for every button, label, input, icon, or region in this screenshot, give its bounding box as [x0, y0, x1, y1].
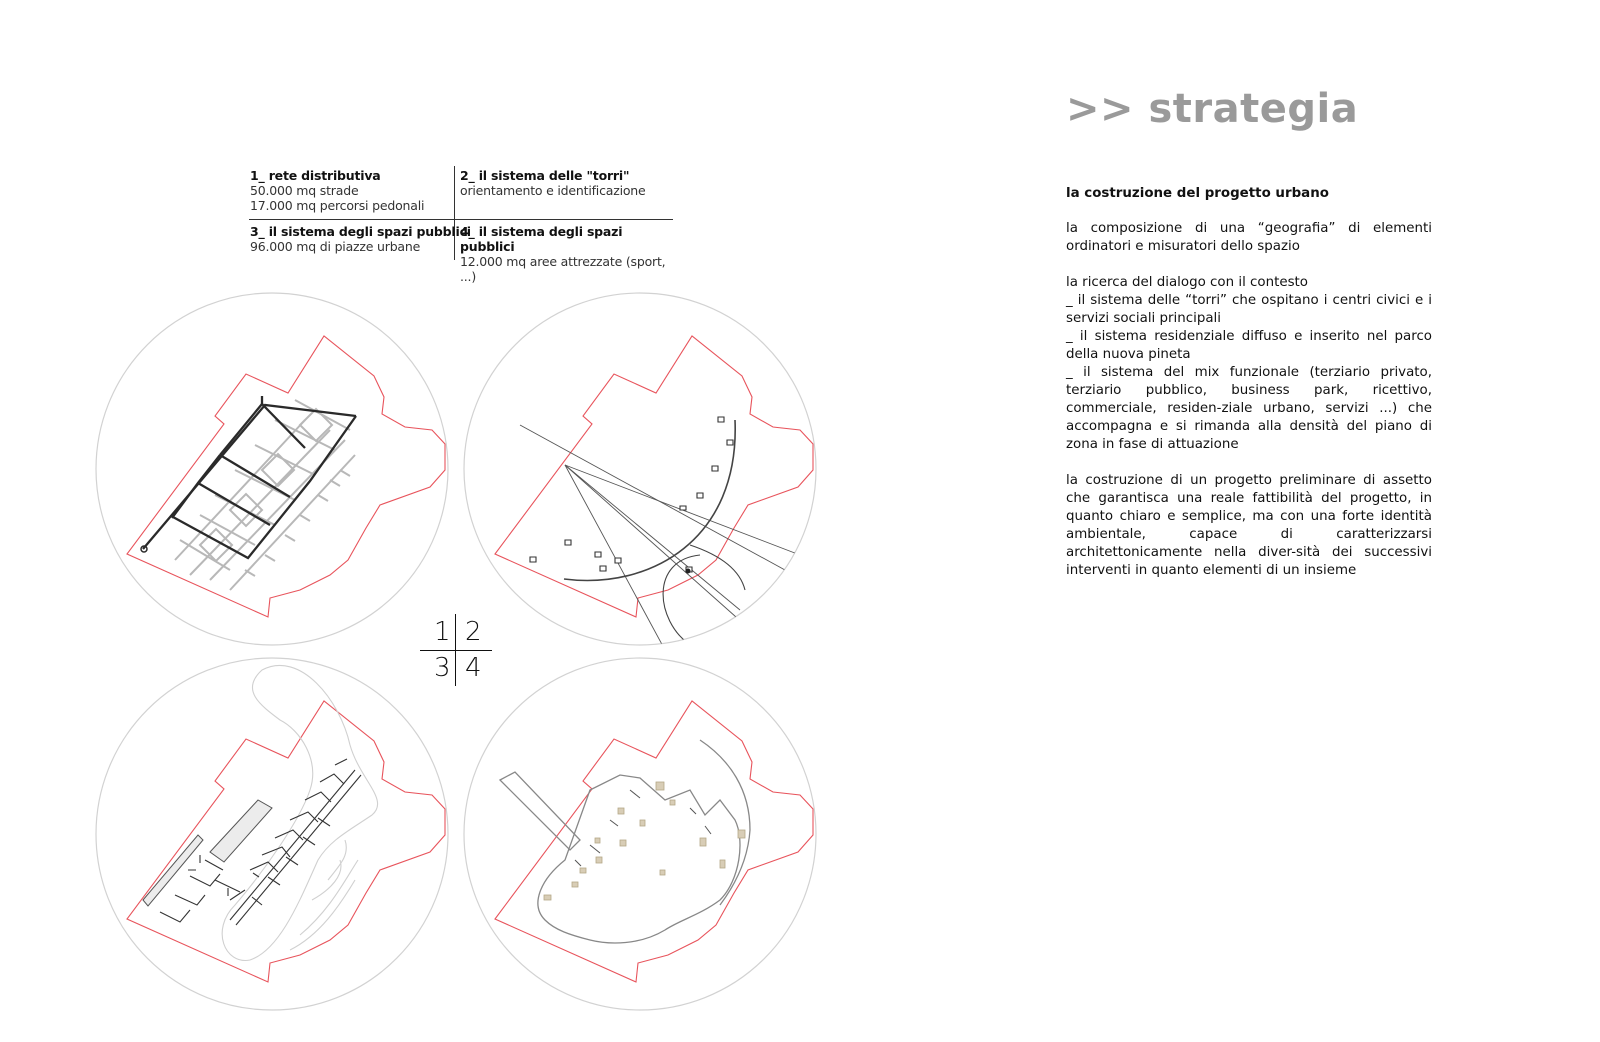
list-item-residential: _ il sistema residenziale diffuso e inserito nel parco della nuova pineta: [1066, 329, 1432, 362]
diagram-4-site-boundary: [495, 701, 813, 982]
legend-cell-3-title: 3_ il sistema degli spazi pubblici: [250, 224, 471, 239]
legend-cell-2-line-1: orientamento e identificazione: [460, 183, 646, 198]
diagram-2-towers: [464, 293, 816, 650]
diagram-3-public-spaces: [96, 658, 448, 1010]
diagram-4-circle: [464, 658, 816, 1010]
strategy-text: [1066, 185, 1432, 598]
page-heading: >> strategia: [1066, 86, 1359, 132]
diagram-2-circle: [464, 293, 816, 645]
legend-cell-1-line-2: 17.000 mq percorsi pedonali: [250, 198, 425, 213]
diagram-3-site-boundary: [127, 701, 445, 982]
section-subheading: la costruzione del progetto urbano: [1066, 186, 1329, 201]
diagram-2-arc: [564, 420, 735, 580]
legend-cell-2-title: 2_ il sistema delle "torri": [460, 168, 630, 183]
paragraph-composition: la composizione di una “geografia” di elementi ordinatori e misuratori dello spazio: [1066, 221, 1432, 254]
diagram-2-tower-markers: [530, 417, 733, 572]
diagram-4-facilities: [544, 782, 745, 900]
quadrant-key-4: 4: [465, 653, 482, 683]
diagram-3-paths: [160, 759, 361, 925]
diagram-3-plazas: [143, 800, 272, 906]
diagram-3-circle: [96, 658, 448, 1010]
diagram-1-building-grid: [175, 400, 355, 590]
diagram-2-axes: [520, 425, 800, 650]
legend-cell-1-title: 1_ rete distributiva: [250, 168, 381, 183]
list-item-functional-mix: _ il sistema del mix funzionale (terziario privato, terziario pubblico, business park, ricettivo, commerciale, residen-ziale urbano, servizi ...) che accompagna e si rimanda alla densità del piano di zona in fase di attuazione: [1066, 365, 1432, 452]
legend-cell-1-line-1: 50.000 mq strade: [250, 183, 359, 198]
quadrant-key-horizontal: [420, 650, 492, 651]
legend-cell-4-line-1: 12.000 mq aree attrezzate (sport, ...): [460, 254, 666, 284]
diagram-2-site-boundary: [495, 336, 813, 617]
diagram-2-focal-point: [686, 569, 691, 574]
quadrant-key: [420, 614, 492, 686]
diagram-4-equipped-areas: [464, 658, 816, 1010]
quadrant-key-3: 3: [434, 653, 451, 683]
legend-cell-4-title: 4_ il sistema degli spazi pubblici: [460, 224, 623, 254]
legend-cell-3-line-1: 96.000 mq di piazze urbane: [250, 239, 421, 254]
paragraph-context-dialogue: [1066, 274, 1432, 454]
quadrant-key-1: 1: [434, 617, 451, 647]
diagram-4-facility-outlines: [575, 790, 711, 866]
paragraph-preliminary-project: la costruzione di un progetto preliminare di assetto che garantisca una reale fattibilità del progetto, in quanto chiaro e semplice, ma con una forte identità ambientale, capace di caratterizzarsi architettonicamente nella diver-sità dei successivi interventi in quanto elementi di un insieme: [1066, 473, 1432, 578]
paragraph-context-intro: la ricerca del dialogo con il contesto: [1066, 275, 1308, 290]
quadrant-key-2: 2: [465, 617, 482, 647]
diagram-1-road-network: [96, 293, 448, 645]
list-item-towers: _ il sistema delle “torri” che ospitano i centri civici e i servizi sociali principali: [1066, 293, 1432, 326]
diagram-1-circle: [96, 293, 448, 645]
